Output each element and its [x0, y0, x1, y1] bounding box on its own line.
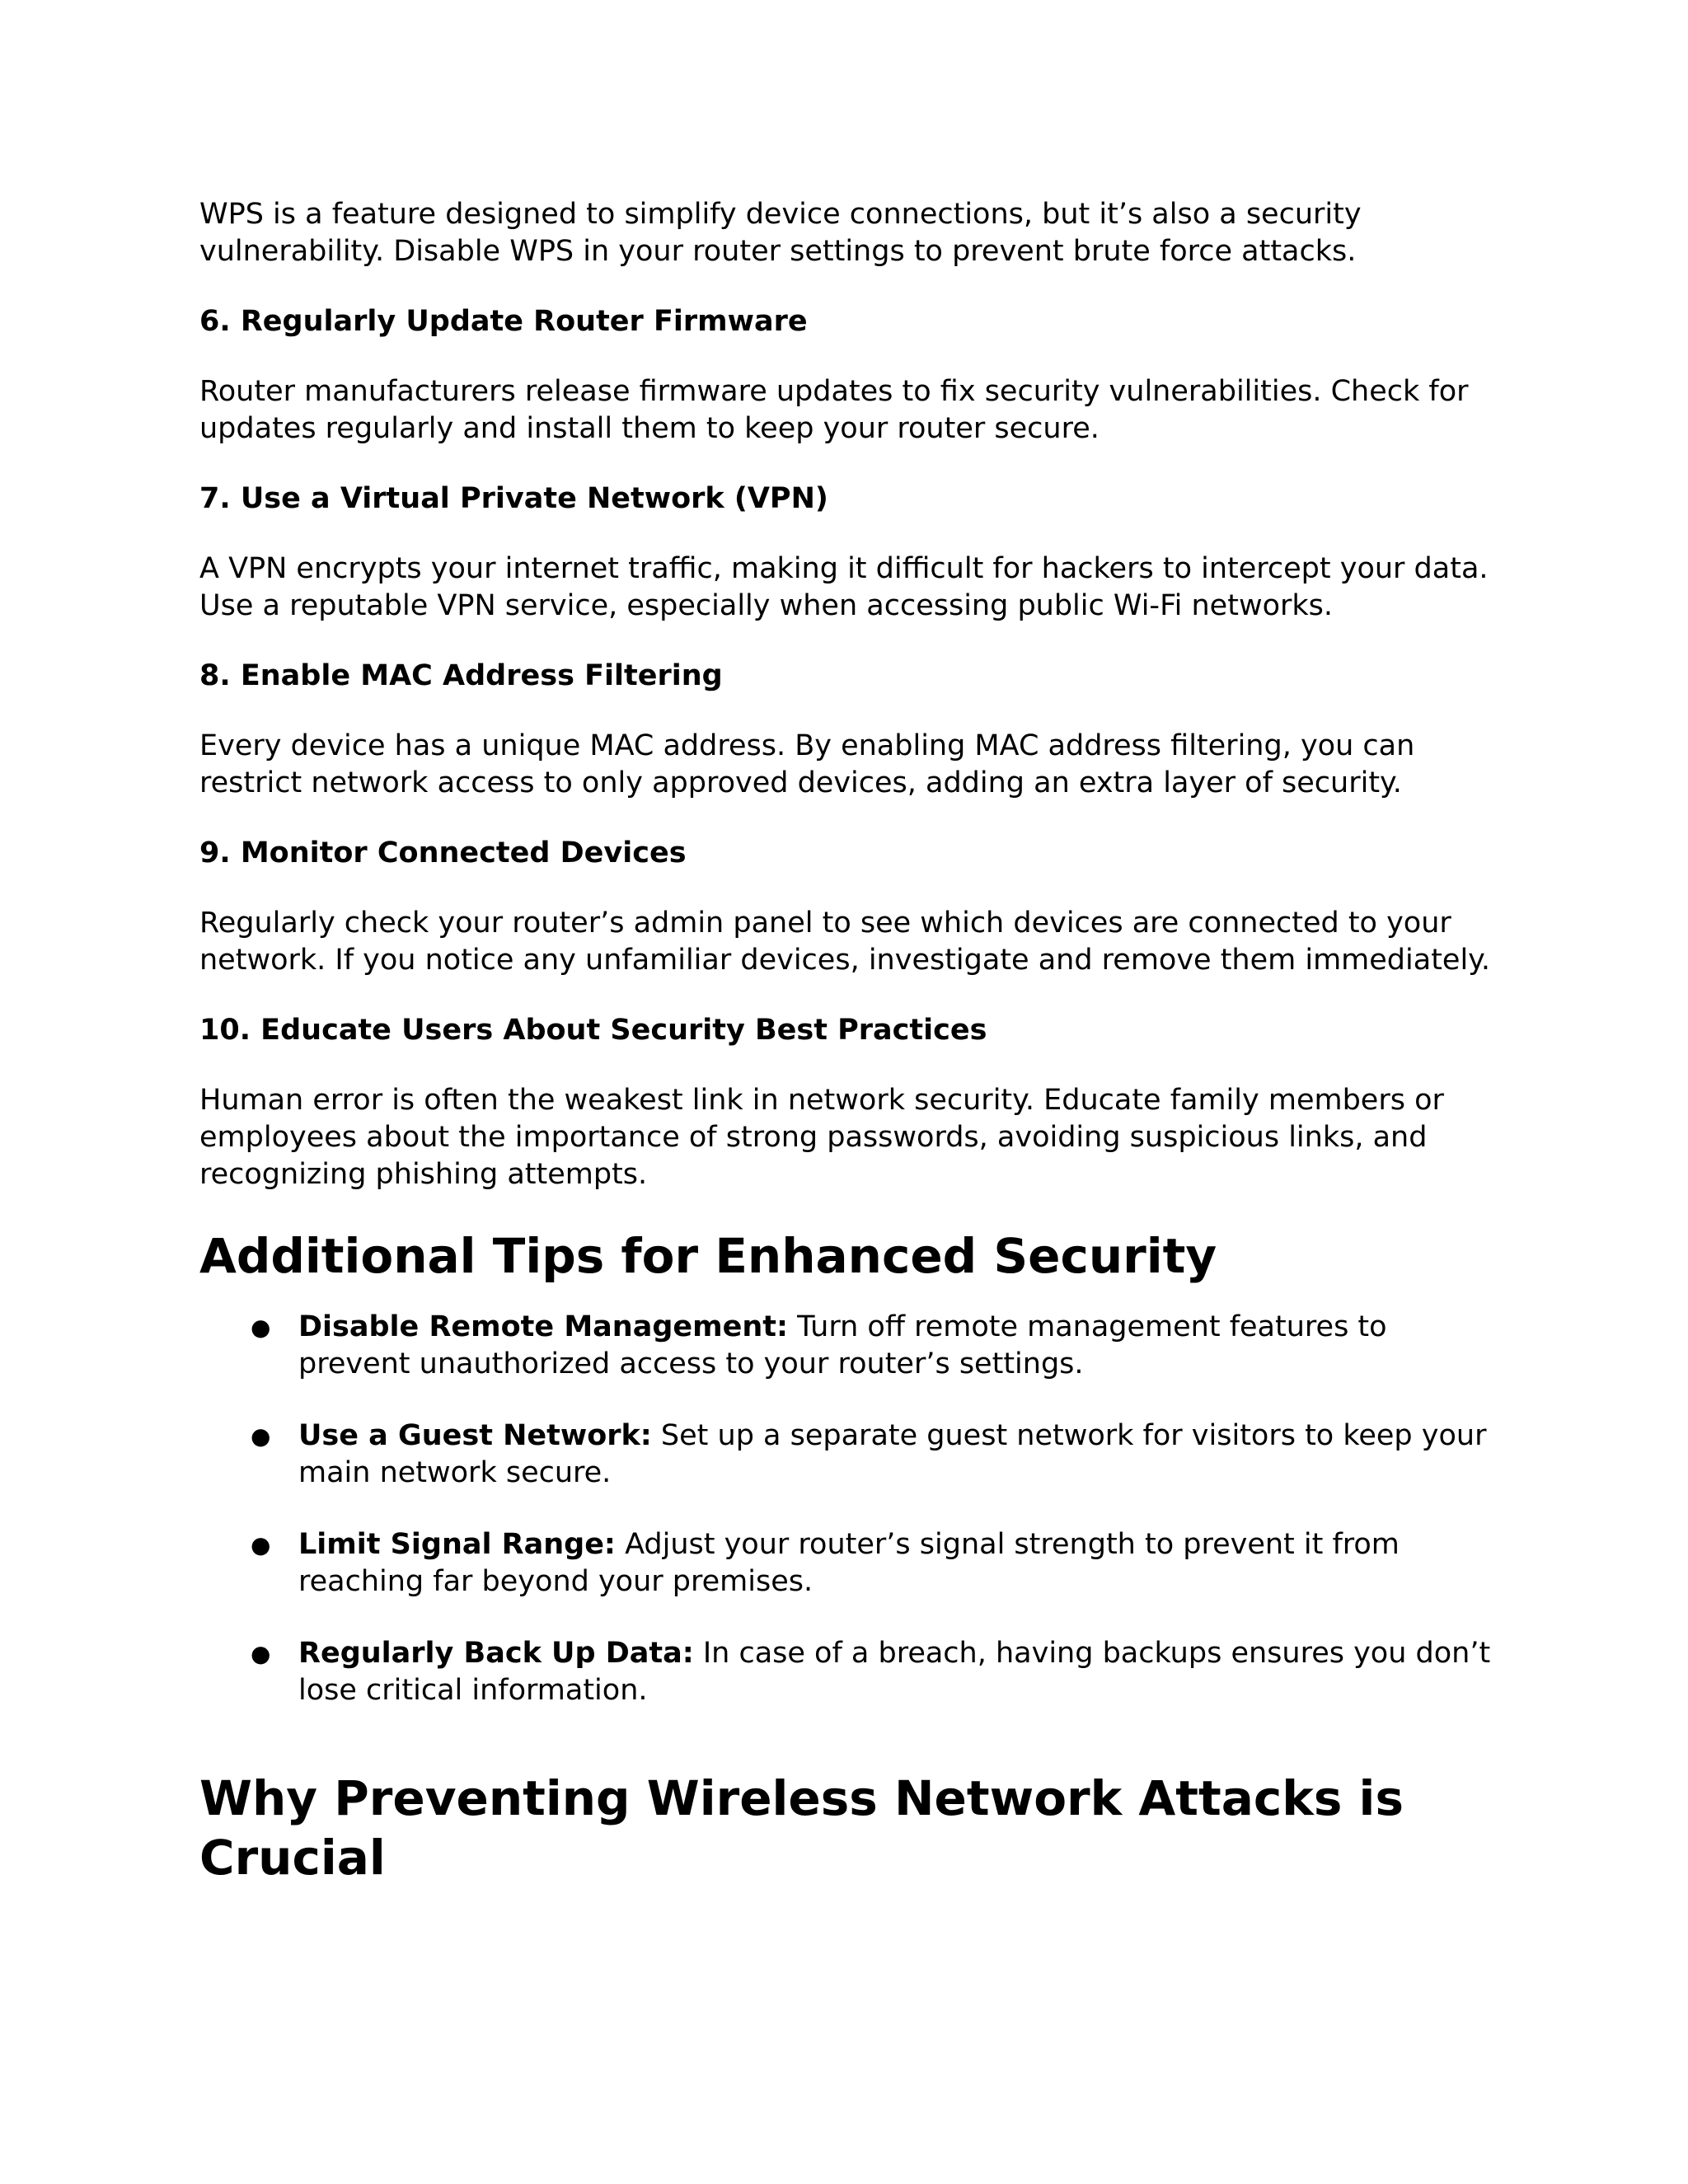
document-page	[199, 196, 1502, 1887]
tip-label: Use a Guest Network:	[298, 1419, 652, 1452]
bullet-icon: ●	[251, 1314, 271, 1341]
bullet-icon: ●	[251, 1531, 271, 1558]
section-heading-use-vpn: 7. Use a Virtual Private Network (VPN)	[199, 482, 828, 515]
bullet-icon: ●	[251, 1640, 271, 1667]
update-firmware-paragraph: Router manufacturers release firmware updates to fix security vulnerabilities. Check for updates regularly and install them to keep your router secure.	[199, 375, 1469, 445]
additional-tips-list	[199, 1309, 1502, 1709]
list-item	[199, 1635, 1502, 1709]
list-item	[199, 1526, 1502, 1601]
monitor-devices-paragraph: Regularly check your router’s admin panel to see which devices are connected to your network. If you notice any unfamiliar devices, investigate and remove them immediately.	[199, 907, 1491, 977]
tip-text: In case of a breach, having backups ensures you don’t lose critical information.	[298, 1637, 1491, 1707]
list-item	[199, 1418, 1502, 1492]
tip-label: Regularly Back Up Data:	[298, 1637, 694, 1670]
section-heading-educate-users: 10. Educate Users About Security Best Practices	[199, 1014, 987, 1047]
educate-users-paragraph: Human error is often the weakest link in network security. Educate family members or employees about the importance of strong passwords, avoiding suspicious links, and recognizing phishing attempts.	[199, 1084, 1444, 1191]
why-preventing-heading: Why Preventing Wireless Network Attacks is Crucial	[199, 1770, 1404, 1886]
list-item	[199, 1309, 1502, 1383]
use-vpn-paragraph: A VPN encrypts your internet traffic, making it difficult for hackers to intercept your data. Use a reputable VPN service, especially when accessing public Wi-Fi networks.	[199, 552, 1489, 622]
section-heading-mac-filtering: 8. Enable MAC Address Filtering	[199, 659, 723, 692]
section-heading-monitor-devices: 9. Monitor Connected Devices	[199, 837, 687, 869]
wps-paragraph: WPS is a feature designed to simplify device connections, but it’s also a security vulnerability. Disable WPS in your router settings to prevent brute force attacks.	[199, 198, 1362, 268]
tip-text: Turn off remote management features to prevent unauthorized access to your router’s settings.	[298, 1310, 1387, 1380]
section-heading-update-firmware: 6. Regularly Update Router Firmware	[199, 305, 808, 338]
additional-tips-heading: Additional Tips for Enhanced Security	[199, 1228, 1217, 1284]
mac-filtering-paragraph: Every device has a unique MAC address. By enabling MAC address filtering, you can restrict network access to only approved devices, adding an extra layer of security.	[199, 729, 1415, 799]
tip-label: Disable Remote Management:	[298, 1310, 788, 1343]
tip-text: Adjust your router’s signal strength to prevent it from reaching far beyond your premises.	[298, 1528, 1400, 1598]
bullet-icon: ●	[251, 1422, 271, 1450]
tip-text: Set up a separate guest network for visitors to keep your main network secure.	[298, 1419, 1487, 1489]
tip-label: Limit Signal Range:	[298, 1528, 616, 1561]
